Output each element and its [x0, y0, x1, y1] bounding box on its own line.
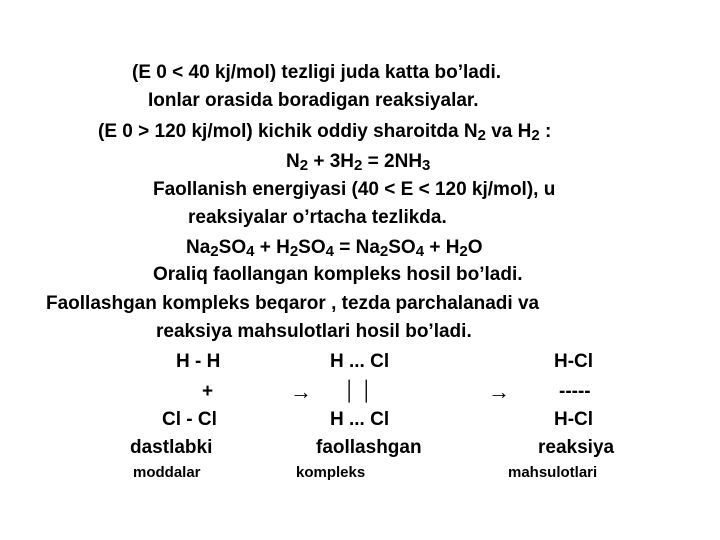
complex-bottom: H ... Cl — [330, 409, 390, 430]
label-faollashgan: faollashgan — [316, 437, 422, 458]
label-reaksiya: reaksiya — [538, 437, 615, 458]
equation-sulfate — [186, 236, 483, 264]
formula-part: N — [286, 151, 300, 172]
formula-part: + H — [424, 237, 460, 258]
text-line-3-part: (E 0 > 120 kj/mol) kichik oddiy sharoitda N — [98, 121, 478, 142]
formula-part: = Na — [333, 237, 380, 258]
formula-part: SO — [298, 237, 326, 258]
text-line-3 — [98, 120, 551, 148]
text-line-5: Faollanish energiyasi (40 < E < 120 kj/mol), u — [153, 179, 556, 200]
formula-part: + 3H — [308, 151, 355, 172]
product-top: H-Cl — [554, 351, 594, 372]
reactant-h2: H - H — [176, 351, 221, 372]
text-line-10: reaksiya mahsulotlari hosil bo’ladi. — [156, 321, 472, 342]
text-line-6: reaksiyalar o’rtacha tezlikda. — [188, 207, 447, 228]
formula-part: = 2NH — [362, 151, 423, 172]
product-bottom: H-Cl — [554, 409, 594, 430]
text-line-2: Ionlar orasida boradigan reaksiyalar. — [148, 90, 479, 111]
plus-sign: + — [202, 381, 214, 402]
formula-part: SO — [388, 237, 416, 258]
text-line-9: Faollashgan kompleks beqaror , tezda parchalanadi va — [46, 293, 540, 314]
formula-part: Na — [186, 237, 211, 258]
product-plus-dashes: ----- — [559, 381, 591, 402]
subscript: 4 — [325, 243, 334, 260]
text-line-3-part: va H — [485, 121, 532, 142]
subscript: 2 — [477, 127, 486, 144]
subscript: 2 — [354, 157, 363, 174]
text-line-1: (E 0 < 40 kj/mol) tezligi juda katta bo’ladi. — [132, 62, 502, 83]
reactant-cl2: Cl - Cl — [162, 409, 217, 430]
text-line-3-part: : — [539, 121, 552, 142]
text-line-8: Oraliq faollangan kompleks hosil bo’ladi. — [153, 264, 523, 285]
subscript: 2 — [459, 243, 468, 260]
complex-bonds: │ │ — [344, 381, 374, 402]
arrow-right-icon: → — [290, 379, 312, 404]
label-moddalar: moddalar — [133, 464, 201, 481]
formula-part: SO — [218, 237, 247, 258]
equation-ammonia — [286, 150, 430, 178]
subscript: 2 — [289, 243, 299, 260]
subscript: 2 — [210, 243, 219, 260]
formula-part: O — [467, 237, 483, 258]
label-kompleks: kompleks — [296, 464, 366, 481]
subscript: 2 — [379, 243, 389, 260]
subscript: 2 — [531, 127, 540, 144]
subscript: 2 — [299, 157, 309, 174]
arrow-right-icon: → — [488, 379, 510, 404]
label-mahsulotlari: mahsulotlari — [508, 464, 598, 481]
subscript: 3 — [422, 157, 431, 174]
subscript: 4 — [246, 243, 255, 260]
subscript: 4 — [415, 243, 425, 260]
label-dastlabki: dastlabki — [130, 437, 213, 458]
formula-part: + H — [254, 237, 290, 258]
complex-top: H ... Cl — [330, 351, 390, 372]
